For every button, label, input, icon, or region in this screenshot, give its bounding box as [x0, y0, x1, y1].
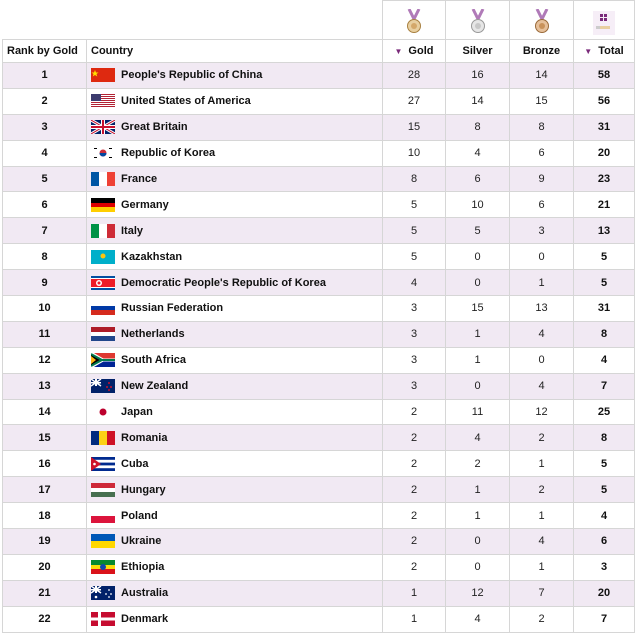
country-name[interactable]: Cuba	[121, 457, 149, 470]
country-cell	[87, 425, 383, 451]
table-row[interactable]	[3, 529, 635, 555]
table-row[interactable]	[3, 606, 635, 632]
country-cell	[87, 296, 383, 322]
bronze-cell: 3	[510, 218, 574, 244]
silver-cell: 2	[446, 451, 510, 477]
bronze-cell: 2	[510, 425, 574, 451]
country-name[interactable]: Australia	[121, 587, 169, 600]
total-cell: 13	[574, 218, 635, 244]
total-cell: 5	[574, 477, 635, 503]
table-body	[3, 63, 635, 633]
hungary-flag-icon	[91, 483, 115, 497]
table-row[interactable]	[3, 192, 635, 218]
silver-cell: 4	[446, 606, 510, 632]
rank-cell: 7	[3, 218, 87, 244]
ukraine-flag-icon	[91, 534, 115, 548]
rank-cell: 18	[3, 503, 87, 529]
total-grid-icon	[593, 11, 615, 35]
country-cell	[87, 192, 383, 218]
netherlands-flag-icon	[91, 327, 115, 341]
rank-cell: 6	[3, 192, 87, 218]
silver-cell: 8	[446, 114, 510, 140]
bronze-medal-icon	[534, 9, 550, 35]
total-cell: 25	[574, 399, 635, 425]
country-name[interactable]: Republic of Korea	[121, 147, 216, 160]
bronze-cell: 1	[510, 503, 574, 529]
silver-cell: 0	[446, 554, 510, 580]
silver-cell: 15	[446, 296, 510, 322]
rank-cell: 12	[3, 347, 87, 373]
table-row[interactable]	[3, 554, 635, 580]
bronze-cell: 12	[510, 399, 574, 425]
bronze-header[interactable]: Bronze	[510, 40, 574, 63]
country-name[interactable]: Romania	[121, 431, 168, 444]
gold-medal-cell	[383, 1, 446, 40]
gold-cell: 3	[383, 321, 446, 347]
silver-cell: 1	[446, 503, 510, 529]
bronze-cell: 4	[510, 321, 574, 347]
silver-cell: 14	[446, 88, 510, 114]
total-cell: 23	[574, 166, 635, 192]
silver-cell: 12	[446, 580, 510, 606]
country-name[interactable]: Poland	[121, 509, 158, 522]
country-cell	[87, 373, 383, 399]
australia-flag-icon	[91, 586, 115, 600]
silver-cell: 4	[446, 140, 510, 166]
rank-cell: 11	[3, 321, 87, 347]
total-cell: 8	[574, 425, 635, 451]
bronze-cell: 8	[510, 114, 574, 140]
table-row[interactable]	[3, 166, 635, 192]
gold-cell: 1	[383, 580, 446, 606]
rank-cell: 2	[3, 88, 87, 114]
table-row[interactable]	[3, 218, 635, 244]
rank-header[interactable]: Rank by Gold	[3, 40, 87, 63]
silver-cell: 5	[446, 218, 510, 244]
total-cell: 56	[574, 88, 635, 114]
table-row[interactable]	[3, 63, 635, 89]
icon-row	[3, 1, 635, 40]
gold-cell: 5	[383, 192, 446, 218]
country-name[interactable]: Germany	[121, 198, 169, 211]
gold-cell: 3	[383, 373, 446, 399]
bronze-cell: 13	[510, 296, 574, 322]
country-name[interactable]: Italy	[121, 224, 144, 237]
bronze-cell: 7	[510, 580, 574, 606]
dprk-flag-icon	[91, 276, 115, 290]
rank-cell: 9	[3, 270, 87, 296]
country-cell	[87, 451, 383, 477]
table-row[interactable]	[3, 425, 635, 451]
country-name[interactable]: Ukraine	[121, 535, 162, 548]
gold-cell: 28	[383, 63, 446, 89]
total-cell: 5	[574, 244, 635, 270]
rank-cell: 15	[3, 425, 87, 451]
germany-flag-icon	[91, 198, 115, 212]
silver-cell: 11	[446, 399, 510, 425]
cuba-flag-icon	[91, 457, 115, 471]
country-name[interactable]: Japan	[121, 406, 153, 419]
rank-cell: 13	[3, 373, 87, 399]
country-cell	[87, 114, 383, 140]
total-cell: 21	[574, 192, 635, 218]
country-cell	[87, 321, 383, 347]
total-cell: 5	[574, 270, 635, 296]
country-cell	[87, 218, 383, 244]
france-flag-icon	[91, 172, 115, 186]
bronze-cell: 1	[510, 451, 574, 477]
table-row[interactable]	[3, 270, 635, 296]
table-row[interactable]	[3, 580, 635, 606]
china-flag-icon	[91, 68, 115, 82]
country-cell	[87, 270, 383, 296]
country-name[interactable]: Great Britain	[121, 121, 188, 134]
bronze-cell: 0	[510, 244, 574, 270]
table-row[interactable]	[3, 114, 635, 140]
bronze-cell: 1	[510, 270, 574, 296]
country-cell	[87, 399, 383, 425]
bronze-cell: 4	[510, 529, 574, 555]
gold-cell: 2	[383, 399, 446, 425]
total-header-label: Total	[598, 45, 624, 57]
gold-cell: 15	[383, 114, 446, 140]
bronze-cell: 6	[510, 192, 574, 218]
bronze-cell: 2	[510, 477, 574, 503]
usa-flag-icon	[91, 94, 115, 108]
country-cell	[87, 244, 383, 270]
total-cell: 20	[574, 580, 635, 606]
gold-cell: 3	[383, 347, 446, 373]
bronze-cell: 2	[510, 606, 574, 632]
total-cell: 6	[574, 529, 635, 555]
table-row[interactable]	[3, 399, 635, 425]
total-cell: 4	[574, 503, 635, 529]
table-row[interactable]	[3, 347, 635, 373]
table-row[interactable]	[3, 88, 635, 114]
total-cell: 5	[574, 451, 635, 477]
ethiopia-flag-icon	[91, 560, 115, 574]
silver-cell: 1	[446, 347, 510, 373]
rank-cell: 8	[3, 244, 87, 270]
bronze-cell: 15	[510, 88, 574, 114]
total-cell: 7	[574, 606, 635, 632]
rank-cell: 21	[3, 580, 87, 606]
gold-cell: 2	[383, 451, 446, 477]
table-row[interactable]	[3, 140, 635, 166]
total-cell: 3	[574, 554, 635, 580]
gold-cell: 8	[383, 166, 446, 192]
rank-cell: 20	[3, 554, 87, 580]
rank-cell: 4	[3, 140, 87, 166]
country-header[interactable]: Country	[87, 40, 383, 63]
rank-cell: 5	[3, 166, 87, 192]
silver-cell: 4	[446, 425, 510, 451]
gold-cell: 1	[383, 606, 446, 632]
gold-header-label: Gold	[408, 45, 434, 57]
country-cell	[87, 529, 383, 555]
country-cell	[87, 503, 383, 529]
table-row[interactable]	[3, 477, 635, 503]
rank-cell: 3	[3, 114, 87, 140]
gold-cell: 5	[383, 218, 446, 244]
total-cell: 31	[574, 296, 635, 322]
poland-flag-icon	[91, 509, 115, 523]
table-row[interactable]	[3, 296, 635, 322]
country-name[interactable]: Democratic People's Republic of Korea	[121, 276, 326, 289]
total-cell: 8	[574, 321, 635, 347]
southafrica-flag-icon	[91, 353, 115, 367]
total-cell: 4	[574, 347, 635, 373]
total-cell: 58	[574, 63, 635, 89]
romania-flag-icon	[91, 431, 115, 445]
country-cell	[87, 88, 383, 114]
korea-flag-icon	[91, 146, 115, 160]
country-name[interactable]: United States of America	[121, 95, 251, 108]
gold-cell: 3	[383, 296, 446, 322]
russia-flag-icon	[91, 301, 115, 315]
silver-cell: 16	[446, 63, 510, 89]
silver-cell: 10	[446, 192, 510, 218]
total-icon-cell	[574, 1, 635, 40]
country-cell	[87, 140, 383, 166]
country-cell	[87, 63, 383, 89]
silver-medal-cell	[446, 1, 510, 40]
table-row[interactable]	[3, 373, 635, 399]
gold-cell: 10	[383, 140, 446, 166]
country-cell	[87, 554, 383, 580]
country-name[interactable]: South Africa	[121, 354, 186, 367]
country-name[interactable]: Hungary	[121, 483, 166, 496]
gold-cell: 2	[383, 503, 446, 529]
country-name[interactable]: Netherlands	[121, 328, 185, 341]
total-cell: 7	[574, 373, 635, 399]
silver-cell: 0	[446, 244, 510, 270]
silver-cell: 0	[446, 270, 510, 296]
gold-cell: 4	[383, 270, 446, 296]
table-row[interactable]	[3, 451, 635, 477]
bronze-cell: 14	[510, 63, 574, 89]
gold-cell: 2	[383, 477, 446, 503]
bronze-cell: 9	[510, 166, 574, 192]
total-cell: 20	[574, 140, 635, 166]
country-name[interactable]: Ethiopia	[121, 561, 165, 574]
medal-table	[2, 0, 635, 633]
gb-flag-icon	[91, 120, 115, 134]
silver-cell: 1	[446, 477, 510, 503]
rank-cell: 1	[3, 63, 87, 89]
total-cell: 31	[574, 114, 635, 140]
gold-cell: 27	[383, 88, 446, 114]
denmark-flag-icon	[91, 612, 115, 626]
rank-cell: 10	[3, 296, 87, 322]
bronze-cell: 4	[510, 373, 574, 399]
rank-cell: 14	[3, 399, 87, 425]
country-cell	[87, 166, 383, 192]
country-name[interactable]: Russian Federation	[121, 302, 224, 315]
country-name[interactable]: People's Republic of China	[121, 69, 263, 82]
silver-cell: 6	[446, 166, 510, 192]
silver-cell: 1	[446, 321, 510, 347]
silver-cell: 0	[446, 373, 510, 399]
rank-cell: 16	[3, 451, 87, 477]
country-name[interactable]: France	[121, 173, 158, 185]
bronze-cell: 6	[510, 140, 574, 166]
japan-flag-icon	[91, 405, 115, 419]
country-cell	[87, 477, 383, 503]
country-cell	[87, 580, 383, 606]
gold-header[interactable]	[383, 40, 446, 63]
newzealand-flag-icon	[91, 379, 115, 393]
silver-medal-icon	[470, 9, 486, 35]
gold-cell: 2	[383, 425, 446, 451]
table-row[interactable]	[3, 503, 635, 529]
rank-cell: 22	[3, 606, 87, 632]
country-cell	[87, 606, 383, 632]
gold-cell: 2	[383, 554, 446, 580]
table-row[interactable]	[3, 244, 635, 270]
silver-cell: 0	[446, 529, 510, 555]
total-header[interactable]	[574, 40, 635, 63]
header-row	[3, 40, 635, 63]
bronze-cell: 0	[510, 347, 574, 373]
country-name[interactable]: New Zealand	[121, 380, 189, 393]
sort-desc-icon: ▼	[394, 47, 403, 56]
gold-medal-icon	[406, 9, 422, 35]
country-cell	[87, 347, 383, 373]
bronze-cell: 1	[510, 554, 574, 580]
bronze-medal-cell	[510, 1, 574, 40]
sort-desc-icon: ▼	[584, 47, 593, 56]
rank-cell: 17	[3, 477, 87, 503]
silver-header[interactable]: Silver	[446, 40, 510, 63]
table-row[interactable]	[3, 321, 635, 347]
country-name[interactable]: Kazakhstan	[121, 250, 183, 263]
country-name[interactable]: Denmark	[121, 613, 169, 626]
rank-cell: 19	[3, 529, 87, 555]
gold-cell: 2	[383, 529, 446, 555]
gold-cell: 5	[383, 244, 446, 270]
kazakhstan-flag-icon	[91, 250, 115, 264]
italy-flag-icon	[91, 224, 115, 238]
